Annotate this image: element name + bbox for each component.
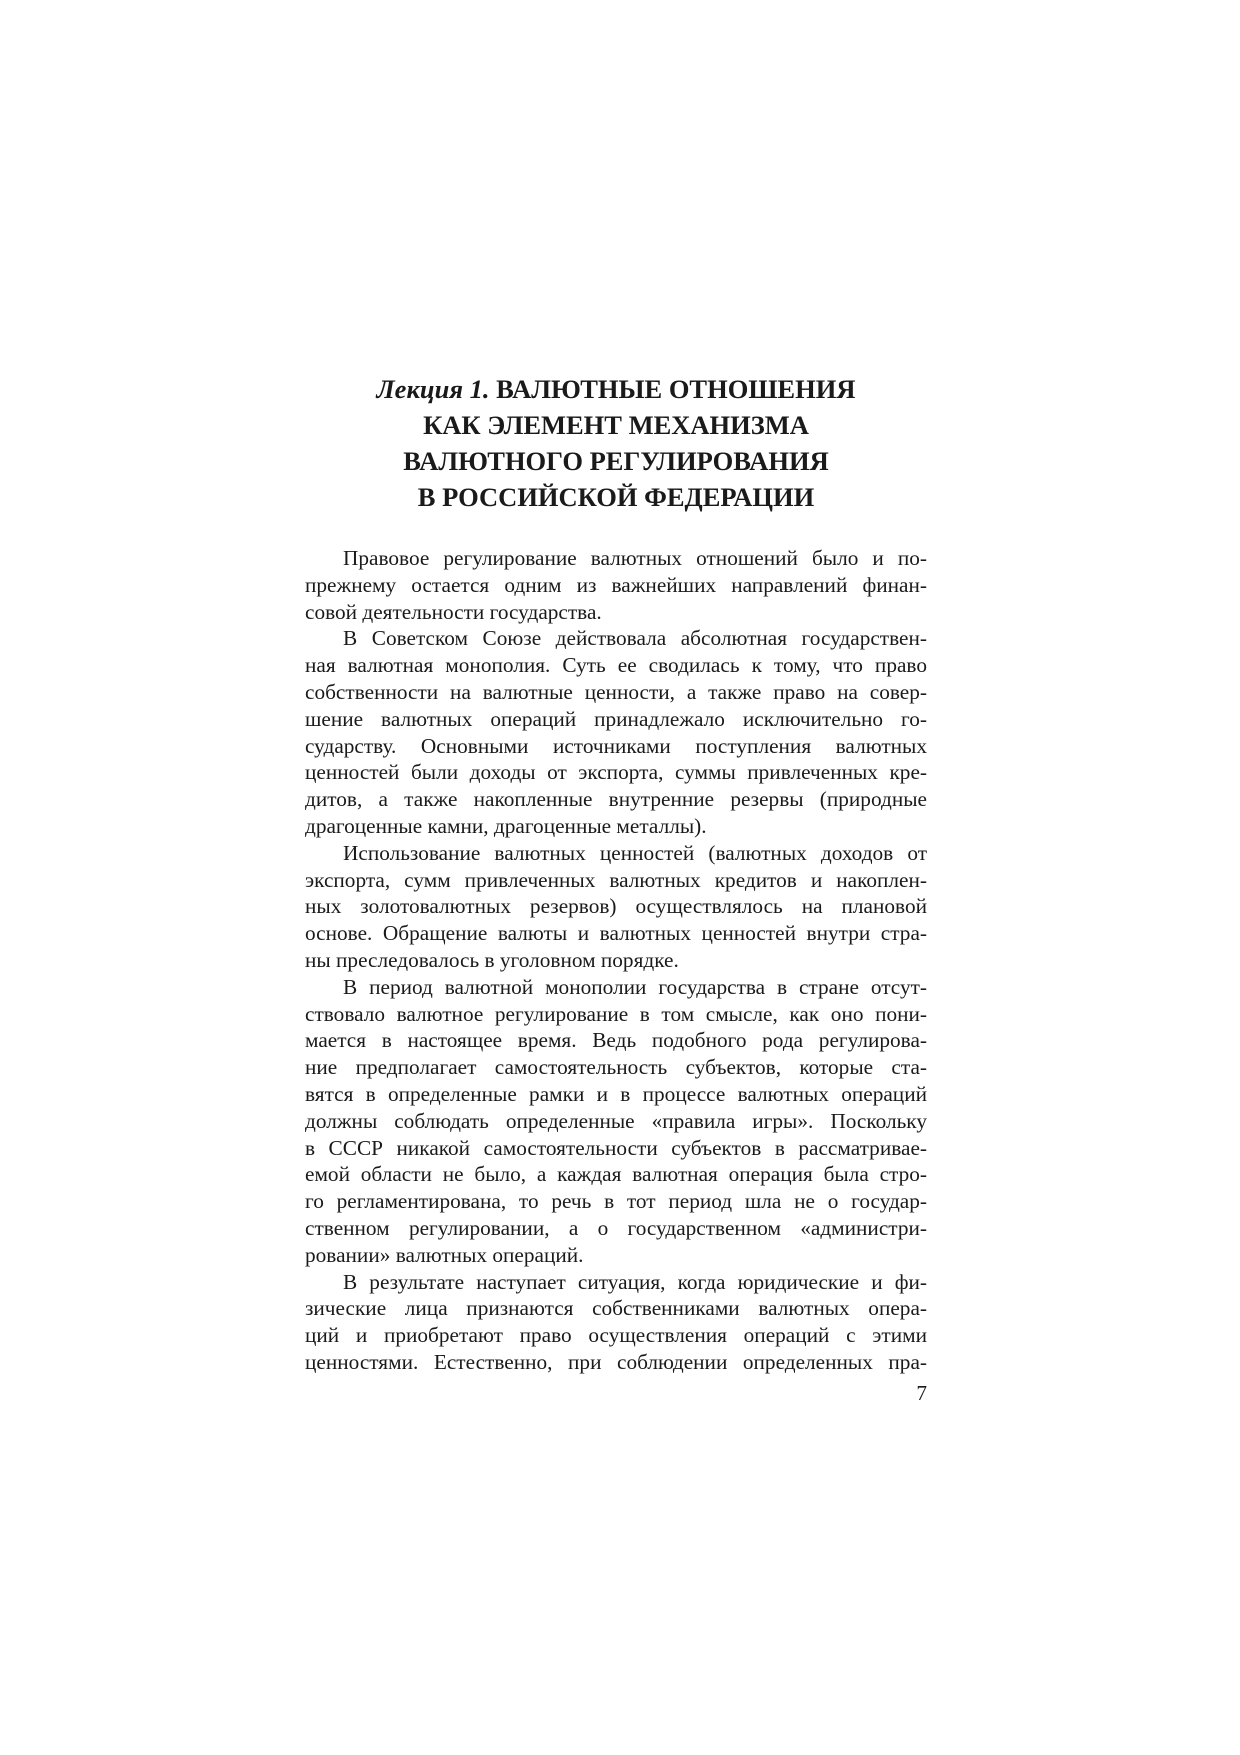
paragraph-line: ровании» валютных операций. [305, 1242, 584, 1267]
heading-line-3: ВАЛЮТНОГО РЕГУЛИРОВАНИЯ [403, 446, 829, 476]
paragraph-line: ствовало валютное регулирование в том смысле, как оно пони- [305, 1001, 927, 1026]
lecture-heading [305, 371, 927, 515]
paragraph-line: В период валютной монополии государства в стране отсут- [343, 974, 927, 999]
paragraph-line: в СССР никакой самостоятельности субъектов в рассматривае- [305, 1135, 927, 1160]
paragraph-line: В результате наступает ситуация, когда юридические и фи- [343, 1269, 927, 1294]
paragraph-line: В Советском Союзе действовала абсолютная государствен- [343, 626, 927, 651]
paragraph-line: ценностями. Естественно, при соблюдении определенных пра- [305, 1349, 927, 1374]
paragraph [305, 974, 927, 1269]
heading-lecture-number: Лекция 1. [376, 374, 490, 404]
paragraph [305, 625, 927, 839]
paragraph [305, 840, 927, 974]
body-text [305, 545, 927, 1376]
heading-line-2: КАК ЭЛЕМЕНТ МЕХАНИЗМА [423, 410, 809, 440]
paragraph-line: ных золотовалютных резервов) осуществлялось на плановой [305, 894, 927, 919]
paragraph-line: ственном регулировании, а о государственном «администри- [305, 1215, 927, 1240]
heading-line-4: В РОССИЙСКОЙ ФЕДЕРАЦИИ [417, 482, 815, 512]
paragraph-line: экспорта, сумм привлеченных валютных кредитов и накоплен- [305, 867, 927, 892]
paragraph-line: мается в настоящее время. Ведь подобного рода регулирова- [305, 1028, 927, 1053]
paragraph-line: го регламентирована, то речь в тот период шла не о государ- [305, 1189, 927, 1214]
paragraph-line: Правовое регулирование валютных отношений было и по- [343, 546, 927, 570]
paragraph-line: дитов, а также накопленные внутренние резервы (природные [305, 787, 927, 812]
paragraph-line: драгоценные камни, драгоценные металлы). [305, 813, 707, 838]
paragraph-line: прежнему остается одним из важнейших направлений финан- [305, 572, 927, 597]
paragraph [305, 545, 927, 625]
paragraph-line: ценностей были доходы от экспорта, суммы привлеченных кре- [305, 760, 927, 785]
heading-line-1 [305, 371, 927, 407]
paragraph-line: вятся в определенные рамки и в процессе валютных операций [305, 1081, 927, 1106]
paragraph-line: Использование валютных ценностей (валютных доходов от [343, 840, 927, 865]
paragraph [305, 1269, 927, 1376]
paragraph-line: совой деятельности государства. [305, 599, 602, 624]
paragraph-line: ная валютная монополия. Суть ее сводилась к тому, что право [305, 653, 927, 678]
paragraph-line: должны соблюдать определенные «правила игры». Поскольку [305, 1108, 927, 1133]
paragraph-line: сударству. Основными источниками поступления валютных [305, 733, 927, 758]
page-number: 7 [916, 1381, 927, 1405]
paragraph-line: ны преследовалось в уголовном порядке. [305, 947, 679, 972]
paragraph-line: емой области не было, а каждая валютная операция была стро- [305, 1162, 927, 1187]
paragraph-line: ций и приобретают право осуществления операций с этими [305, 1323, 927, 1348]
heading-title-part-1: ВАЛЮТНЫЕ ОТНОШЕНИЯ [489, 374, 856, 404]
paragraph-line: ние предполагает самостоятельность субъектов, которые ста- [305, 1055, 927, 1080]
paragraph-line: собственности на валютные ценности, а также право на совер- [305, 679, 927, 704]
paragraph-line: зические лица признаются собственниками валютных опера- [305, 1296, 927, 1321]
paragraph-line: основе. Обращение валюты и валютных ценностей внутри стра- [305, 921, 927, 946]
paragraph-line: шение валютных операций принадлежало исключительно го- [305, 706, 927, 731]
